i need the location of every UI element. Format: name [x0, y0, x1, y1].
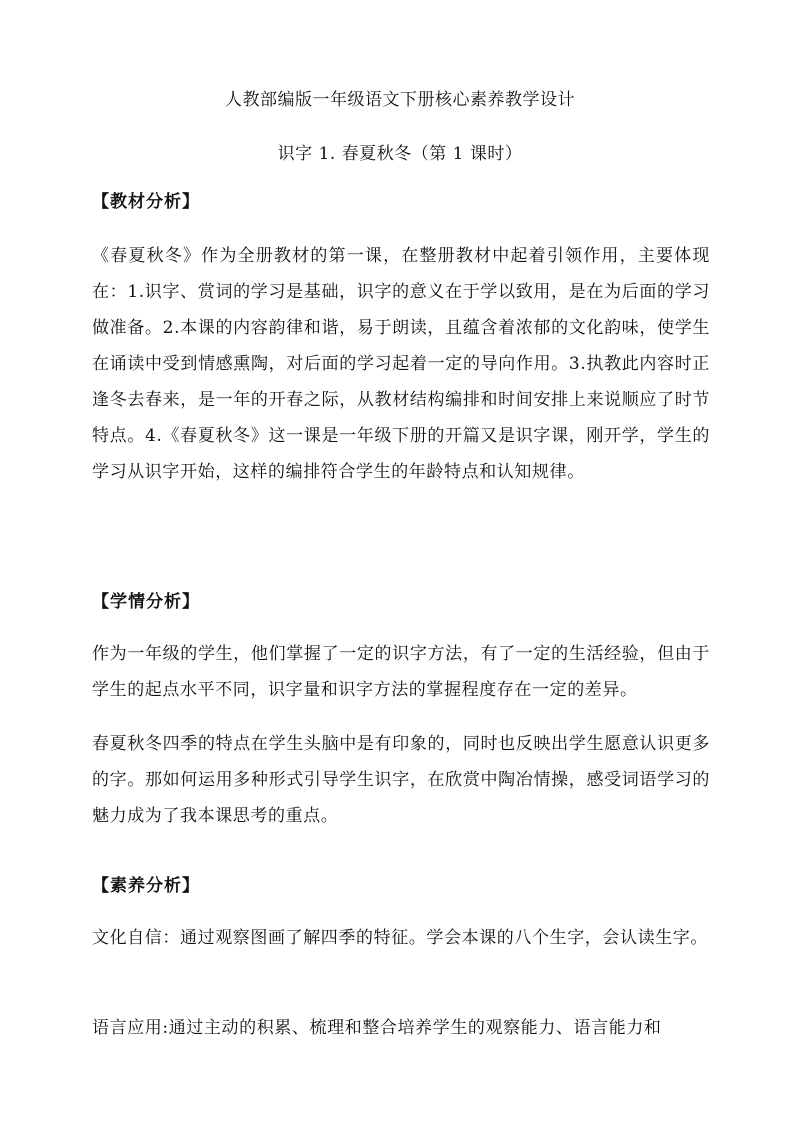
paragraph-material-analysis: 《春夏秋冬》作为全册教材的第一课，在整册教材中起着引领作用，主要体现在：1.识字、赏词的学习是基础，识字的意义在于学以致用，是在为后面的学习做准备。2.本课的内容韵律和谐，易于朗读，且蕴含着浓郁的文化韵味，使学生在诵读中受到情感熏陶，对后面的学习起着一定的导向作用。3.执教此内容时正逢冬去春来，是一年的开春之际，从教材结构编排和时间安排上来说顺应了时节特点。4.《春夏秋冬》这一课是一年级下册的开篇又是识字课，刚开学，学生的学习从识字开始，这样的编排符合学生的年龄特点和认知规律。 — [92, 246, 710, 482]
paragraph-literacy-analysis-1: 文化自信：通过观察图画了解四季的特征。学会本课的八个生字，会认读生字。 — [92, 928, 708, 948]
paragraph-literacy-analysis-2: 语言应用:通过主动的积累、梳理和整合培养学生的观察能力、语言能力和 — [92, 1018, 662, 1038]
lesson-subtitle: 识字 1. 春夏秋冬（第 1 课时） — [277, 144, 523, 164]
heading-literacy-analysis: 【素养分析】 — [92, 876, 200, 896]
paragraph-learner-analysis-2: 春夏秋冬四季的特点在学生头脑中是有印象的，同时也反映出学生愿意认识更多的字。那如何运用多种形式引导学生识字，在欣赏中陶冶情操，感受词语学习的魅力成为了我本课思考的重点。 — [92, 734, 710, 826]
document-title: 人教部编版一年级语文下册核心素养教学设计 — [225, 90, 575, 110]
heading-learner-analysis: 【学情分析】 — [92, 592, 200, 612]
paragraph-learner-analysis-1: 作为一年级的学生，他们掌握了一定的识字方法，有了一定的生活经验，但由于学生的起点水平不同，识字量和识字方法的掌握程度存在一定的差异。 — [92, 644, 710, 700]
heading-material-analysis: 【教材分析】 — [92, 192, 200, 212]
